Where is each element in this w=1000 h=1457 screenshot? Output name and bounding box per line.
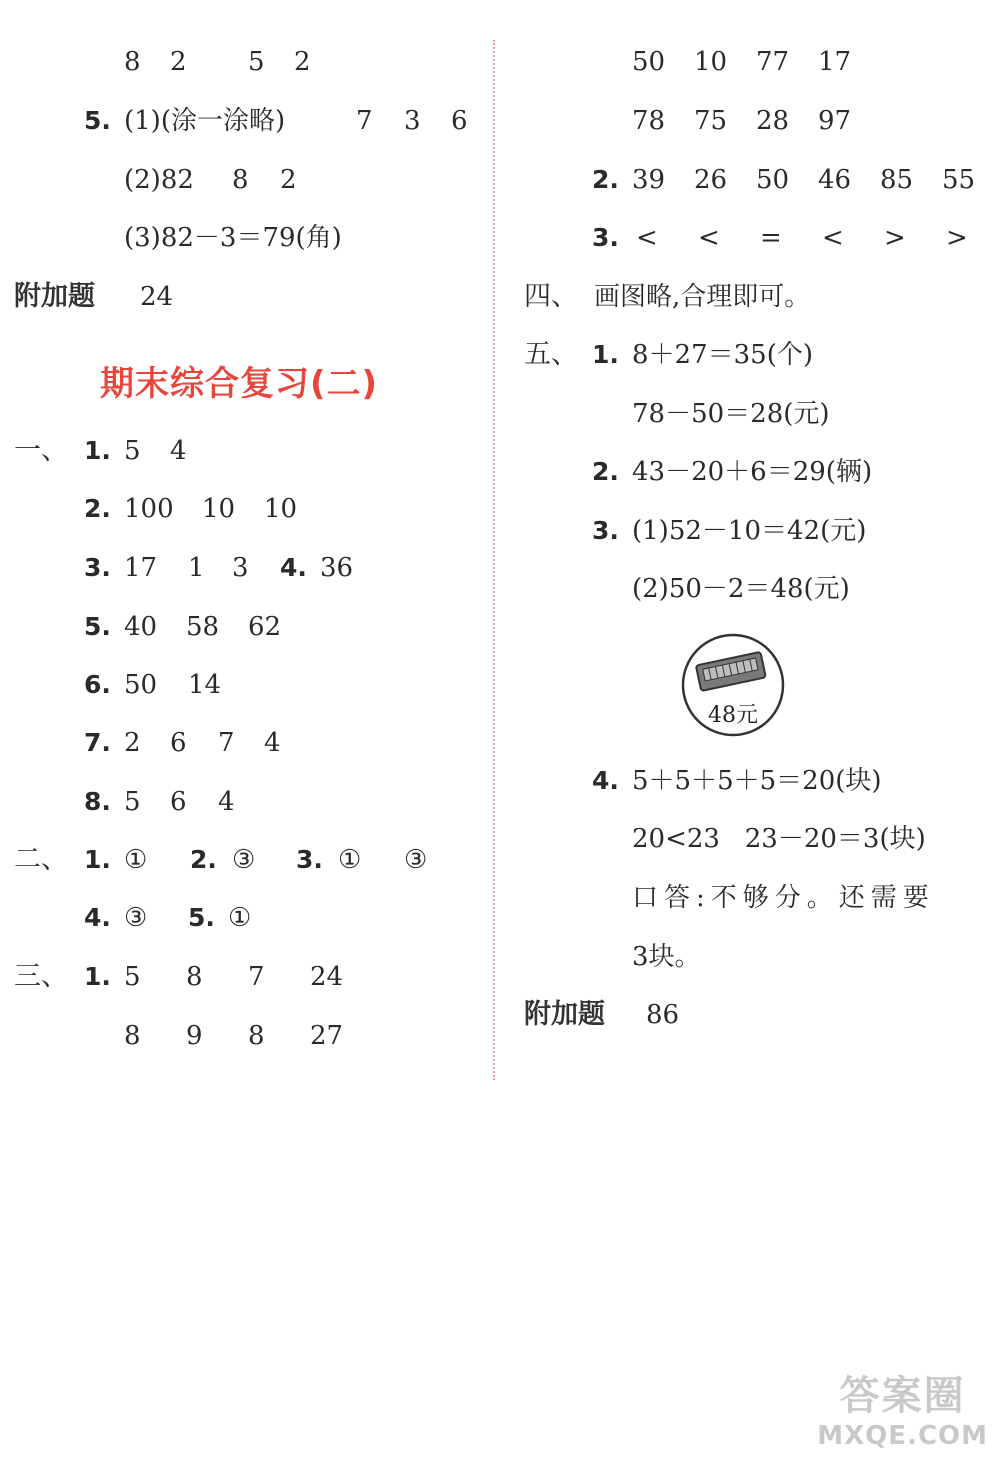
answer: 50 — [124, 670, 158, 700]
answer: 画图略,合理即可。 — [594, 282, 811, 312]
answer: 14 — [188, 670, 222, 700]
answer: ③ — [404, 845, 428, 875]
section-label: 二、 — [14, 844, 68, 875]
question-number: 1. — [84, 962, 111, 991]
answer: 40 — [124, 612, 158, 642]
badge-price-label: 48元 — [708, 703, 758, 728]
question-number: 4. — [84, 903, 111, 932]
answer: 77 — [756, 47, 790, 77]
answer: (3)82－3＝79(角) — [124, 223, 342, 253]
answer: 62 — [248, 612, 282, 642]
question-number: 2. — [592, 165, 619, 194]
question-number: 7. — [84, 728, 111, 757]
answer: 6 — [451, 106, 468, 136]
question-number: 3. — [592, 516, 619, 545]
answer: 78 — [632, 106, 666, 136]
answer: 28 — [756, 106, 790, 136]
answer: 9 — [186, 1021, 203, 1051]
answer: 24 — [310, 962, 344, 992]
answer: 4 — [264, 728, 281, 758]
answer: 5 — [248, 47, 265, 77]
question-number: 4. — [280, 553, 307, 582]
comparison-sign: > — [946, 223, 968, 253]
bonus-answer: 24 — [140, 282, 174, 312]
answer: 6 — [170, 787, 187, 817]
answer: 口答:不够分。还需要 — [632, 883, 935, 913]
answer: 43－20＋6＝29(辆) — [632, 457, 873, 487]
answer: 55 — [942, 165, 976, 195]
answer: 27 — [310, 1021, 344, 1051]
answer: 7 — [218, 728, 235, 758]
question-number: 3. — [296, 845, 323, 874]
comparison-sign: = — [760, 223, 782, 253]
answer: 8＋27＝35(个) — [632, 340, 813, 370]
answer: 46 — [818, 165, 852, 195]
watermark — [817, 1364, 988, 1451]
watermark-url: MXQE.COM — [817, 1421, 988, 1451]
question-number: 1. — [84, 845, 111, 874]
answer: 2 — [280, 165, 297, 195]
question-number: 5. — [84, 106, 111, 135]
question-number: 2. — [190, 845, 217, 874]
answer: (1)52－10＝42(元) — [632, 516, 867, 546]
answer: ③ — [124, 903, 148, 933]
answer: 85 — [880, 165, 914, 195]
answer: 6 — [170, 728, 187, 758]
answer: (2)50－2＝48(元) — [632, 574, 850, 604]
question-number: 3. — [592, 223, 619, 252]
answer: 75 — [694, 106, 728, 136]
answer: 20<23 23－20＝3(块) — [632, 824, 926, 854]
answer: ① — [228, 903, 252, 933]
answer: 3 — [232, 553, 249, 583]
question-number: 6. — [84, 670, 111, 699]
question-number: 3. — [84, 553, 111, 582]
price-badge-icon — [680, 632, 786, 738]
answer: 5 — [124, 962, 141, 992]
answer: 58 — [186, 612, 220, 642]
answer: 3块。 — [632, 942, 701, 972]
question-number: 1. — [84, 436, 111, 465]
bonus-answer: 86 — [646, 1000, 680, 1030]
answer: 5 — [124, 787, 141, 817]
answer: 8 — [232, 165, 249, 195]
answer: 8 — [248, 1021, 265, 1051]
comparison-sign: > — [884, 223, 906, 253]
answer: 50 — [756, 165, 790, 195]
comparison-sign: < — [698, 223, 720, 253]
question-number: 2. — [84, 494, 111, 523]
answer: 2 — [294, 47, 311, 77]
answer: ① — [124, 845, 148, 875]
answer: 7 — [248, 962, 265, 992]
section-label: 三、 — [14, 961, 68, 992]
question-number: 5. — [84, 612, 111, 641]
answer: 4 — [170, 436, 187, 466]
section-label: 四、 — [524, 281, 578, 312]
answer: 17 — [124, 553, 158, 583]
section-label: 五、 — [524, 339, 578, 370]
answer: ① — [338, 845, 362, 875]
section-label: 一、 — [14, 435, 68, 466]
bonus-label: 附加题 — [524, 999, 605, 1030]
answer: 7 — [356, 106, 373, 136]
answer: 100 — [124, 494, 174, 524]
question-number: 8. — [84, 787, 111, 816]
answer: (1)(涂一涂略) — [124, 106, 286, 136]
answer: 2 — [124, 728, 141, 758]
answer: 5 — [124, 436, 141, 466]
watermark-text: 答案圈 — [839, 1373, 966, 1419]
question-number: 4. — [592, 766, 619, 795]
answer: 10 — [694, 47, 728, 77]
answer: 8 — [186, 962, 203, 992]
answer: 2 — [170, 47, 187, 77]
answer: 4 — [218, 787, 235, 817]
answer: 8 — [124, 47, 141, 77]
comparison-sign: < — [822, 223, 844, 253]
answer: ③ — [232, 845, 256, 875]
answer: 3 — [404, 106, 421, 136]
answer: 50 — [632, 47, 666, 77]
answer: 1 — [188, 553, 205, 583]
answer: 39 — [632, 165, 666, 195]
section-title: 期末综合复习(二) — [100, 364, 379, 404]
answer: 5＋5＋5＋5＝20(块) — [632, 766, 882, 796]
answer: 97 — [818, 106, 852, 136]
answer: 17 — [818, 47, 852, 77]
comparison-sign: < — [636, 223, 658, 253]
column-divider — [493, 40, 495, 1080]
answer: 78－50＝28(元) — [632, 399, 830, 429]
question-number: 2. — [592, 457, 619, 486]
bonus-label: 附加题 — [14, 281, 95, 312]
answer: (2)82 — [124, 165, 194, 195]
question-number: 5. — [188, 903, 215, 932]
answer: 10 — [202, 494, 236, 524]
question-number: 1. — [592, 340, 619, 369]
answer: 8 — [124, 1021, 141, 1051]
answer: 36 — [320, 553, 354, 583]
answer: 10 — [264, 494, 298, 524]
answer: 26 — [694, 165, 728, 195]
